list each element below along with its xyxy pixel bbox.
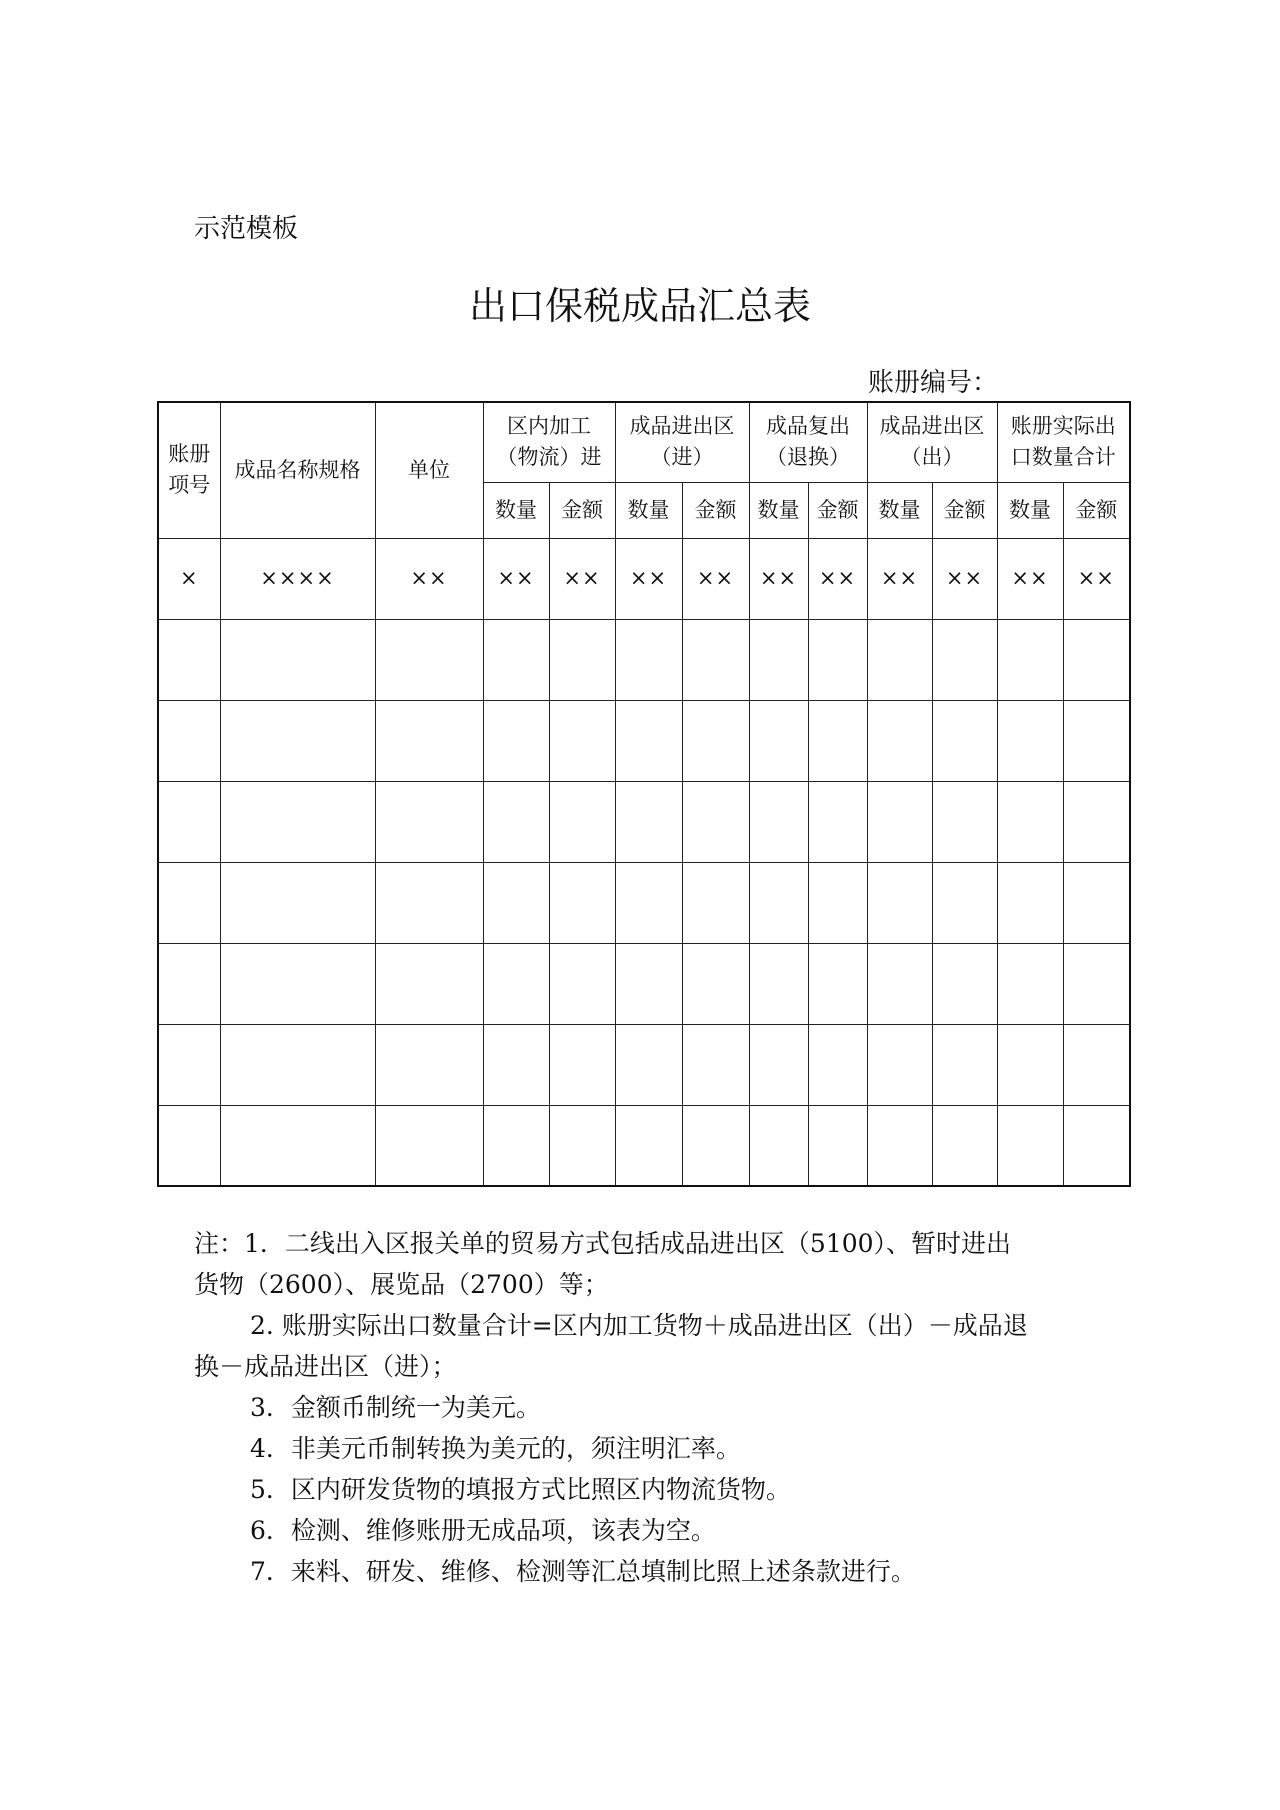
- blank-cell: [749, 700, 808, 781]
- blank-cell: [483, 1024, 549, 1105]
- blank-cell: [867, 862, 932, 943]
- blank-cell: [867, 1024, 932, 1105]
- sample-cell: ××: [749, 538, 808, 619]
- note-2-line-2: 换－成品进出区（进）；: [194, 1352, 457, 1381]
- header-unit: 单位: [375, 402, 483, 538]
- blank-cell: [997, 619, 1063, 700]
- sample-cell: ××: [483, 538, 549, 619]
- blank-cell: [808, 943, 867, 1024]
- blank-cell: [997, 1024, 1063, 1105]
- sample-cell: ××: [1063, 538, 1130, 619]
- blank-cell: [158, 619, 220, 700]
- blank-cell: [220, 700, 375, 781]
- subheader-quantity: 数量: [483, 482, 549, 538]
- sample-cell: ××××: [220, 538, 375, 619]
- blank-cell: [549, 1105, 615, 1186]
- blank-cell: [932, 781, 997, 862]
- subheader-quantity: 数量: [749, 482, 808, 538]
- blank-cell: [220, 1105, 375, 1186]
- blank-cell: [615, 862, 682, 943]
- header-group-goods-out: 成品进出区 （出）: [867, 402, 997, 482]
- blank-cell: [932, 1105, 997, 1186]
- sample-cell: ××: [867, 538, 932, 619]
- blank-cell: [220, 862, 375, 943]
- subheader-amount: 金额: [808, 482, 867, 538]
- note-7: 7．来料、研发、维修、检测等汇总填制比照上述条款进行。: [250, 1557, 916, 1586]
- blank-cell: [682, 619, 749, 700]
- blank-cell: [867, 1105, 932, 1186]
- blank-cell: [682, 781, 749, 862]
- sample-cell: ××: [615, 538, 682, 619]
- document-title: 出口保税成品汇总表: [468, 284, 811, 328]
- blank-cell: [483, 862, 549, 943]
- blank-cell: [997, 862, 1063, 943]
- blank-cell: [549, 943, 615, 1024]
- blank-cell: [375, 781, 483, 862]
- blank-cell: [1063, 1105, 1130, 1186]
- blank-cell: [549, 781, 615, 862]
- blank-cell: [808, 1105, 867, 1186]
- sample-row: [158, 538, 1130, 619]
- sample-cell: ××: [808, 538, 867, 619]
- blank-cell: [1063, 619, 1130, 700]
- sample-cell: ××: [375, 538, 483, 619]
- blank-cell: [682, 1024, 749, 1105]
- blank-cell: [867, 943, 932, 1024]
- blank-cell: [615, 1105, 682, 1186]
- note-4: 4．非美元币制转换为美元的，须注明汇率。: [250, 1434, 741, 1463]
- blank-cell: [997, 781, 1063, 862]
- subheader-amount: 金额: [682, 482, 749, 538]
- header-row: [158, 402, 1130, 482]
- blank-cell: [867, 781, 932, 862]
- sample-cell: ××: [997, 538, 1063, 619]
- blank-row: [158, 943, 1130, 1024]
- blank-cell: [932, 619, 997, 700]
- blank-cell: [375, 619, 483, 700]
- blank-cell: [1063, 862, 1130, 943]
- blank-cell: [375, 862, 483, 943]
- sample-cell: ×: [158, 538, 220, 619]
- blank-cell: [749, 781, 808, 862]
- subheader-amount: 金额: [549, 482, 615, 538]
- blank-row: [158, 781, 1130, 862]
- subheader-amount: 金额: [1063, 482, 1130, 538]
- blank-cell: [749, 1024, 808, 1105]
- blank-cell: [375, 1024, 483, 1105]
- blank-row: [158, 1024, 1130, 1105]
- blank-cell: [158, 1105, 220, 1186]
- blank-cell: [615, 1024, 682, 1105]
- notes-section: [194, 1223, 1094, 1592]
- blank-row: [158, 619, 1130, 700]
- blank-cell: [615, 700, 682, 781]
- blank-cell: [808, 862, 867, 943]
- subheader-quantity: 数量: [997, 482, 1063, 538]
- note-1-line-2: 货物（2600）、展览品（2700）等；: [194, 1270, 609, 1299]
- blank-cell: [1063, 781, 1130, 862]
- subheader-amount: 金额: [932, 482, 997, 538]
- blank-cell: [682, 943, 749, 1024]
- blank-cell: [549, 1024, 615, 1105]
- blank-row: [158, 1105, 1130, 1186]
- blank-cell: [682, 862, 749, 943]
- note-2-line-1: 2. 账册实际出口数量合计=区内加工货物＋成品进出区（出）－成品退: [250, 1311, 1028, 1340]
- blank-cell: [1063, 700, 1130, 781]
- header-group-goods-in: 成品进出区 （进）: [615, 402, 749, 482]
- blank-row: [158, 700, 1130, 781]
- sample-cell: ××: [932, 538, 997, 619]
- blank-cell: [483, 700, 549, 781]
- blank-cell: [549, 619, 615, 700]
- blank-cell: [615, 619, 682, 700]
- blank-cell: [997, 943, 1063, 1024]
- blank-cell: [483, 619, 549, 700]
- subheader-quantity: 数量: [867, 482, 932, 538]
- blank-cell: [158, 943, 220, 1024]
- blank-cell: [158, 862, 220, 943]
- note-3: 3．金额币制统一为美元。: [250, 1393, 541, 1422]
- blank-cell: [1063, 1024, 1130, 1105]
- blank-cell: [749, 862, 808, 943]
- blank-cell: [375, 1105, 483, 1186]
- header-item-no: 账册 项号: [158, 402, 220, 538]
- blank-cell: [549, 862, 615, 943]
- blank-cell: [867, 619, 932, 700]
- blank-cell: [749, 619, 808, 700]
- blank-cell: [932, 862, 997, 943]
- blank-cell: [220, 1024, 375, 1105]
- blank-cell: [615, 781, 682, 862]
- header-name-spec: 成品名称规格: [220, 402, 375, 538]
- blank-cell: [158, 1024, 220, 1105]
- blank-cell: [220, 781, 375, 862]
- sample-cell: ××: [549, 538, 615, 619]
- header-group-inzone-processing: 区内加工 （物流）进: [483, 402, 615, 482]
- blank-cell: [749, 943, 808, 1024]
- blank-cell: [483, 781, 549, 862]
- blank-cell: [808, 619, 867, 700]
- blank-cell: [808, 700, 867, 781]
- blank-cell: [932, 700, 997, 781]
- ledger-number-label: 账册编号：: [868, 368, 999, 398]
- note-6: 6．检测、维修账册无成品项，该表为空。: [250, 1516, 716, 1545]
- blank-cell: [220, 619, 375, 700]
- blank-cell: [483, 1105, 549, 1186]
- blank-cell: [1063, 943, 1130, 1024]
- blank-cell: [549, 700, 615, 781]
- blank-cell: [158, 781, 220, 862]
- blank-cell: [158, 700, 220, 781]
- blank-cell: [932, 1024, 997, 1105]
- blank-cell: [997, 700, 1063, 781]
- note-5: 5．区内研发货物的填报方式比照区内物流货物。: [250, 1475, 791, 1504]
- summary-table: [157, 401, 1131, 1187]
- blank-cell: [997, 1105, 1063, 1186]
- blank-cell: [749, 1105, 808, 1186]
- blank-cell: [932, 943, 997, 1024]
- blank-cell: [682, 1105, 749, 1186]
- blank-cell: [615, 943, 682, 1024]
- blank-cell: [483, 943, 549, 1024]
- blank-cell: [808, 1024, 867, 1105]
- header-group-actual-total: 账册实际出 口数量合计: [997, 402, 1130, 482]
- blank-cell: [375, 700, 483, 781]
- sample-cell: ××: [682, 538, 749, 619]
- blank-cell: [375, 943, 483, 1024]
- note-1-line-1: 注：1．二线出入区报关单的贸易方式包括成品进出区（5100）、暂时进出: [194, 1229, 1012, 1258]
- blank-cell: [682, 700, 749, 781]
- header-group-reexport: 成品复出 （退换）: [749, 402, 867, 482]
- blank-cell: [867, 700, 932, 781]
- blank-row: [158, 862, 1130, 943]
- blank-cell: [808, 781, 867, 862]
- page-label: 示范模板: [194, 214, 299, 244]
- blank-cell: [220, 943, 375, 1024]
- subheader-quantity: 数量: [615, 482, 682, 538]
